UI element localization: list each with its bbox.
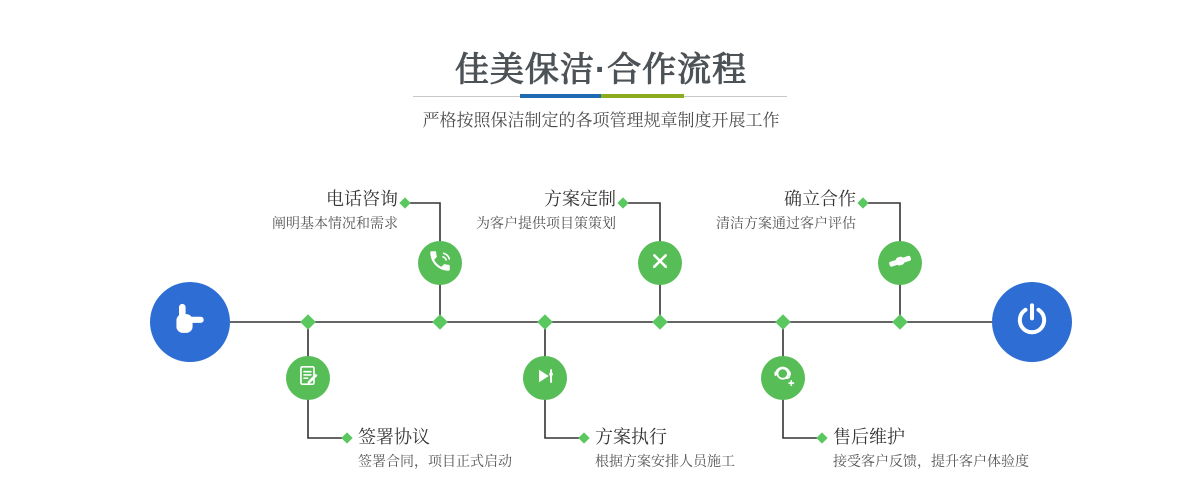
step-node-confirm-cooperation	[878, 241, 922, 285]
step-node-phone-consult	[418, 241, 462, 285]
flow-end-node	[992, 282, 1072, 362]
handshake-icon	[886, 247, 914, 280]
phone-icon	[427, 248, 453, 279]
step-desc: 接受客户反馈，提升客户体验度	[833, 453, 1029, 469]
play-icon	[532, 363, 558, 394]
step-label-after-sales	[833, 427, 1133, 469]
step-desc: 签署合同，项目正式启动	[358, 453, 512, 469]
step-desc: 为客户提供项目策策划	[476, 215, 616, 231]
headset-icon	[770, 362, 797, 394]
flow-start-node	[150, 282, 230, 362]
step-title: 方案执行	[595, 427, 667, 447]
step-node-plan-design	[638, 241, 682, 285]
step-label-confirm-cooperation	[596, 189, 856, 231]
step-desc: 根据方案安排人员施工	[595, 453, 735, 469]
power-icon	[1012, 300, 1052, 345]
page-title: 佳美保洁·合作流程	[454, 51, 748, 89]
step-node-sign-agreement	[286, 356, 330, 400]
pencils-icon	[647, 248, 673, 279]
step-title: 确立合作	[784, 189, 856, 209]
step-title: 售后维护	[833, 427, 905, 447]
step-node-execute-plan	[523, 356, 567, 400]
step-title: 签署协议	[358, 427, 430, 447]
page-subtitle: 严格按照保洁制定的各项管理规章制度开展工作	[422, 111, 780, 130]
step-node-after-sales	[761, 356, 805, 400]
step-title: 电话咨询	[326, 189, 398, 209]
step-desc: 阐明基本情况和需求	[272, 215, 398, 231]
step-title: 方案定制	[544, 189, 616, 209]
pointing-hand-icon	[168, 298, 212, 347]
step-desc: 清洁方案通过客户评估	[716, 215, 856, 231]
contract-icon	[295, 363, 321, 394]
step-label-plan-design	[356, 189, 616, 231]
